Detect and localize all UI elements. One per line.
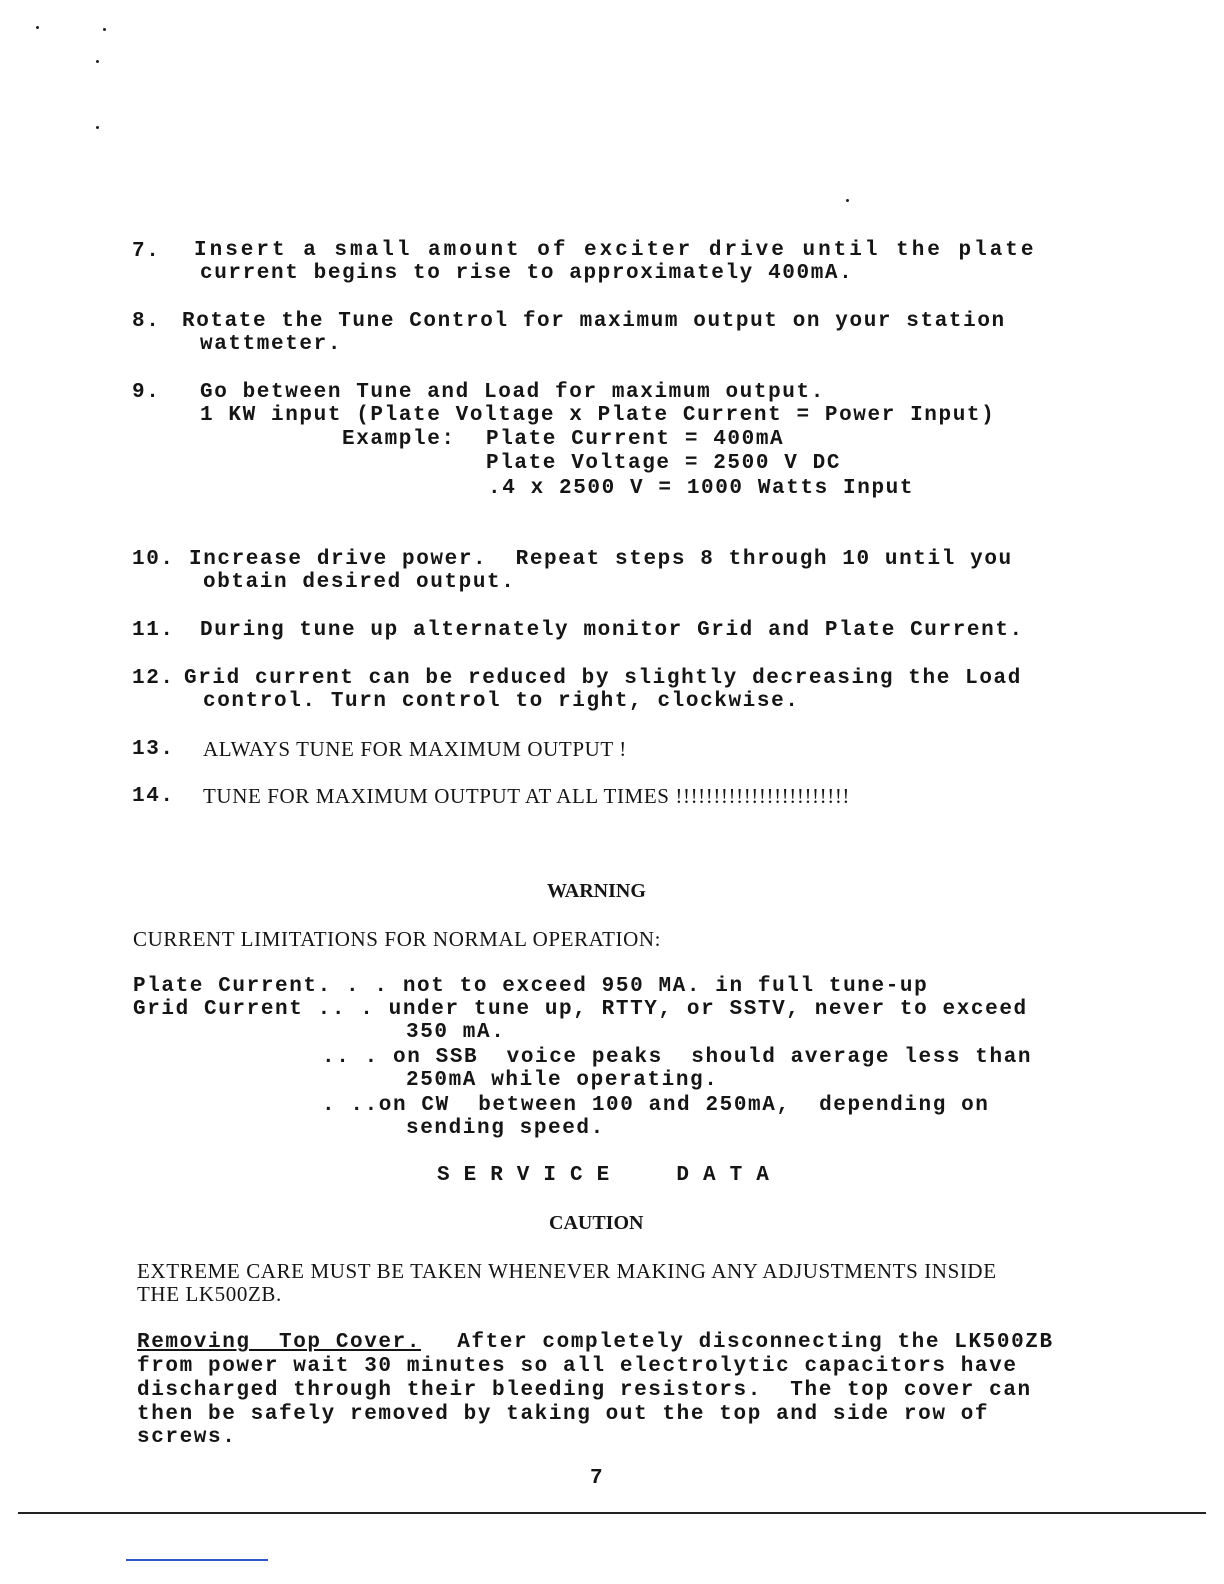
service-heading: SERVICE DATA [437,1164,783,1187]
step-number: 10. [132,548,175,571]
removing-cover-title: Removing Top Cover. [137,1331,422,1354]
step-number: 13. [132,738,175,761]
limit-cw: sending speed. [406,1117,605,1140]
limit-ssb: 250mA while operating. [406,1069,719,1092]
scan-speck [846,199,849,202]
step-text: TUNE FOR MAXIMUM OUTPUT AT ALL TIMES !!!!!!!!!!!!!!!!!!!!!!! [203,784,851,808]
step-number: 11. [132,619,175,642]
example-label: Example: [342,428,456,451]
example-line: Plate Voltage = 2500 V DC [486,452,842,475]
warning-heading: WARNING [547,880,646,902]
step-number: 9. [132,381,161,404]
step-text: Increase drive power. Repeat steps 8 through 10 until you [189,548,1013,571]
removing-cover-text: After completely disconnecting the LK500ZB [443,1331,1054,1354]
step-number: 8. [132,310,161,333]
scan-edge-mark [126,1559,268,1561]
step-text: ALWAYS TUNE FOR MAXIMUM OUTPUT ! [203,737,627,761]
limit-plate: Plate Current. . . not to exceed 950 MA. in full tune-up [133,975,929,998]
removing-cover-text: then be safely removed by taking out the top and side row of [137,1403,990,1426]
step-text: During tune up alternately monitor Grid and Plate Current. [200,619,1024,642]
warning-subheading: CURRENT LIMITATIONS FOR NORMAL OPERATION: [133,927,662,951]
removing-cover-text: discharged through their bleeding resistors. The top cover can [137,1379,1032,1402]
caution-text: EXTREME CARE MUST BE TAKEN WHENEVER MAKING ANY ADJUSTMENTS INSIDE [137,1259,997,1283]
limit-ssb: .. . on SSB voice peaks should average less than [322,1046,1033,1069]
step-text: current begins to rise to approximately 400mA. [200,262,854,285]
scan-speck [96,126,99,129]
limit-cw: . ..on CW between 100 and 250mA, depending on [322,1094,990,1117]
step-number: 7. [132,240,161,263]
scan-speck [96,60,99,63]
step-text: Insert a small amount of exciter drive until the plate [194,239,1037,262]
step-text: obtain desired output. [203,571,516,594]
example-line: .4 x 2500 V = 1000 Watts Input [488,477,915,500]
bottom-rule [18,1512,1206,1514]
example-line: Plate Current = 400mA [486,428,785,451]
scan-speck [103,28,106,31]
step-text: Rotate the Tune Control for maximum output on your station [182,310,1006,333]
limit-grid: 350 mA. [406,1021,506,1044]
caution-text: THE LK500ZB. [137,1282,282,1306]
step-number: 14. [132,785,175,808]
step-number: 12. [132,667,175,690]
removing-cover-text: from power wait 30 minutes so all electrolytic capacitors have [137,1355,1018,1378]
page-number: 7 [590,1467,605,1490]
step-text: Go between Tune and Load for maximum output. [200,381,825,404]
step-text: control. Turn control to right, clockwise. [203,690,800,713]
step-text: Grid current can be reduced by slightly decreasing the Load [184,667,1022,690]
scan-speck [36,26,39,29]
limit-grid: Grid Current .. . under tune up, RTTY, or SSTV, never to exceed [133,998,1028,1021]
step-text: 1 KW input (Plate Voltage x Plate Current = Power Input) [200,404,996,427]
step-text: wattmeter. [200,333,343,356]
caution-heading: CAUTION [549,1212,644,1234]
removing-cover-text: screws. [137,1426,237,1449]
